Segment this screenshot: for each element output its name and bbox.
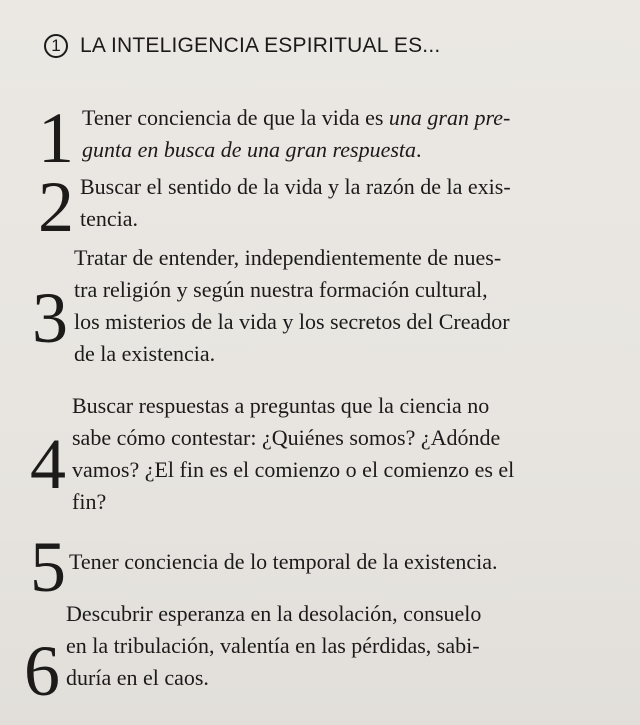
item-text-line: vamos? ¿El fin es el comienzo o el comienzo es el (72, 457, 515, 482)
heading-title: LA INTELIGENCIA ESPIRITUAL ES... (80, 34, 441, 57)
item-number: 1 (38, 98, 74, 178)
item-number: 6 (24, 631, 60, 711)
item-text (74, 242, 510, 370)
item-text-line: Tener conciencia de lo temporal de la existencia. (69, 549, 498, 574)
item-text-line: tencia. (80, 206, 139, 231)
item-text-line: Descubrir esperanza en la desolación, consuelo (66, 601, 482, 626)
item-number: 5 (30, 527, 66, 607)
italic-text: una gran pre- (388, 105, 511, 130)
item-number: 4 (30, 424, 66, 504)
item-text-line: fin? (72, 489, 107, 514)
heading-number-circle: 1 (44, 34, 68, 58)
item-number: 3 (32, 278, 68, 358)
item-text (66, 598, 481, 694)
item-text-line: de la existencia. (74, 341, 216, 366)
item-text (72, 390, 514, 518)
item-text (82, 102, 510, 166)
item-text-line: gunta en busca de una gran respuesta. (82, 137, 422, 162)
item-text-line: sabe cómo contestar: ¿Quiénes somos? ¿Adónde (72, 425, 501, 450)
item-text-line: Buscar el sentido de la vida y la razón de la exis- (80, 174, 511, 199)
item-text-line: Buscar respuestas a preguntas que la ciencia no (72, 393, 490, 418)
item-number: 2 (38, 167, 74, 247)
section-heading (44, 34, 440, 58)
italic-text: gunta en busca de una gran respuesta (82, 137, 417, 162)
item-text-line: en la tribulación, valentía en las pérdidas, sabi- (66, 633, 480, 658)
item-text-line: Tratar de entender, independientemente de nues- (74, 245, 502, 270)
item-text-line: duría en el caos. (66, 665, 209, 690)
item-text (69, 546, 497, 578)
item-text-line: Tener conciencia de que la vida es una gran pre- (82, 105, 511, 130)
item-text (80, 171, 511, 235)
item-text-line: tra religión y según nuestra formación cultural, (74, 277, 488, 302)
item-text-line: los misterios de la vida y los secretos del Creador (74, 309, 510, 334)
